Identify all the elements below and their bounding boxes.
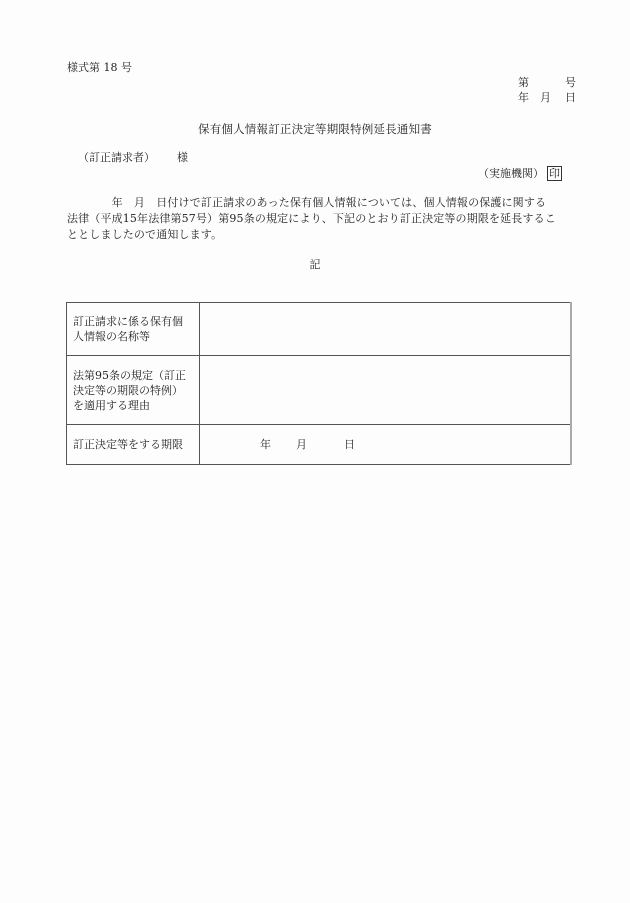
personal-info-name-field[interactable] [200, 303, 572, 356]
form-number: 様式第 18 号 [67, 61, 132, 74]
table-row [67, 303, 572, 356]
record-table [66, 302, 572, 465]
sender [478, 166, 562, 181]
deadline-year: 年 [260, 438, 271, 451]
deadline-date-field[interactable] [200, 425, 572, 465]
document-title: 保有個人情報訂正決定等期限特例延長通知書 [198, 122, 432, 136]
recipient [78, 151, 188, 165]
date-day: 日 [565, 91, 576, 104]
seal-stamp: 印 [549, 167, 560, 180]
body-line: ととしましたので通知します。 [67, 228, 223, 241]
table-row [67, 356, 572, 425]
label-line: 訂正請求に係る保有個 [73, 315, 183, 328]
label-line: 法第95条の規定（訂正 [73, 368, 186, 382]
body-line: 法律（平成15年法律第57号）第95条の規定により、下記のとおり訂正決定等の期限を延長するこ [67, 212, 556, 225]
table-row [67, 425, 572, 465]
label-line: を適用する理由 [73, 398, 150, 412]
row-label [67, 303, 200, 356]
doc-number-prefix: 第 [518, 76, 529, 89]
record-heading: 記 [309, 258, 321, 271]
body-line: 年 月 日付けで訂正請求のあった保有個人情報については、個人情報の保護に関する [67, 196, 547, 209]
row-label [67, 356, 200, 425]
row-label [67, 425, 200, 465]
deadline-day: 日 [344, 438, 355, 451]
recipient-honorific: 様 [177, 151, 188, 164]
sender-name: （実施機関） [478, 167, 544, 180]
doc-number-suffix: 号 [565, 76, 576, 89]
deadline-month: 月 [296, 438, 307, 451]
label-line: 人情報の名称等 [73, 330, 150, 343]
reason-field[interactable] [200, 356, 572, 425]
label-line: 決定等の期限の特例） [73, 383, 183, 397]
date-year: 年 [518, 91, 529, 104]
label-line: 訂正決定等をする期限 [73, 438, 183, 451]
date-month: 月 [540, 91, 551, 104]
recipient-name: （訂正請求者） [78, 151, 155, 164]
notice-body [67, 195, 579, 243]
